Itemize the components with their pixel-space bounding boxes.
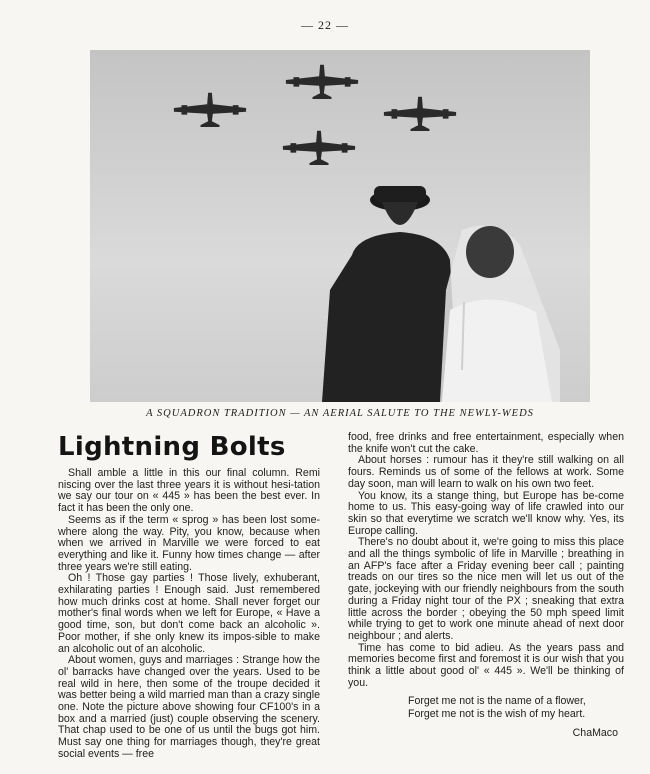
poem-line: Forget me not is the name of a flower,	[408, 695, 586, 708]
paragraph: Oh ! Those gay parties ! Those lively, exhuberant, exhilarating parties ! Enough said. Just remembered how much drinks cost at home. Shall never forget our mother's final words when we left for Europe, « Have a good time, son, but don't come back an alcoholic ». Poor mother, if she only knew its impos-sible to make an alcoholic out of an alcoholic.	[58, 572, 320, 655]
photo-illustration	[90, 50, 590, 402]
paragraph: Time has come to bid adieu. As the years pass and memories become first and foremost it is our wish that you think a little about good ol' « 445 ». We'll be thinking of you.	[348, 641, 624, 689]
paragraph: Seems as if the term « sprog » has been lost some-where along the way. Pity, you know, because when when we arrived in Marville we were forced to eat everything and like it. Funny how times change — after three years we're still eating.	[58, 513, 320, 573]
photo-aerial-salute	[90, 50, 590, 402]
paragraph: About horses : rumour has it they're still walking on all fours. Reminds us of some of the fellows at work. Some day soon, man will learn to walk on his own two feet.	[348, 454, 624, 490]
paragraph-continuation: food, free drinks and free entertainment, especially when the knife won't cut the cake.	[348, 431, 624, 455]
paragraph: About women, guys and marriages : Strange how the ol' barracks have changed over the years. Used to be real wild in here, then some of the troupe decided it was better being a wild married man than a crazy single one. Note the picture above showing four CF100's in a box and a married (just) couple observing the scenery. That chap used to be one of us until the bugs got him. Must say one thing for marriages though, they're great social events — free	[58, 654, 320, 760]
photo-caption: A SQUADRON TRADITION — AN AERIAL SALUTE TO THE NEWLY-WEDS	[146, 408, 534, 419]
article-column-right	[348, 432, 624, 740]
paragraph: You know, its a stange thing, but Europe has be-come home to us. This easy-going way of life crawled into our skin so that everytime we scratch we'll know why. Yes, its Europe calling.	[348, 489, 624, 537]
author-signature: ChaMaco	[572, 727, 618, 740]
poem-line: Forget me not is the wish of my heart.	[408, 707, 586, 720]
article-title: Lightning Bolts	[58, 432, 286, 462]
article-column-left	[58, 468, 320, 761]
page-number: — 22 —	[301, 18, 349, 32]
closing-poem	[348, 695, 624, 720]
paragraph: There's no doubt about it, we're going to miss this place and all the things symbolic of life in Marville ; breathing in an AFP's face after a Friday evening beer call ; painting treads on our tires so the nice men will let us out of the gate, jockeying with our friendly neighbours from the south during a Friday night tour of the PX ; sneaking that extra little across the border ; obeying the 50 mph speed limit while trying to get to work one minute ahead of next door neighbour ; and alerts.	[348, 536, 624, 642]
paragraph: Shall amble a little in this our final column. Remi niscing over the last three years it is without hesi-tation we say our tour on « 445 » has been the best ever. In fact it has been the only one.	[58, 467, 320, 515]
